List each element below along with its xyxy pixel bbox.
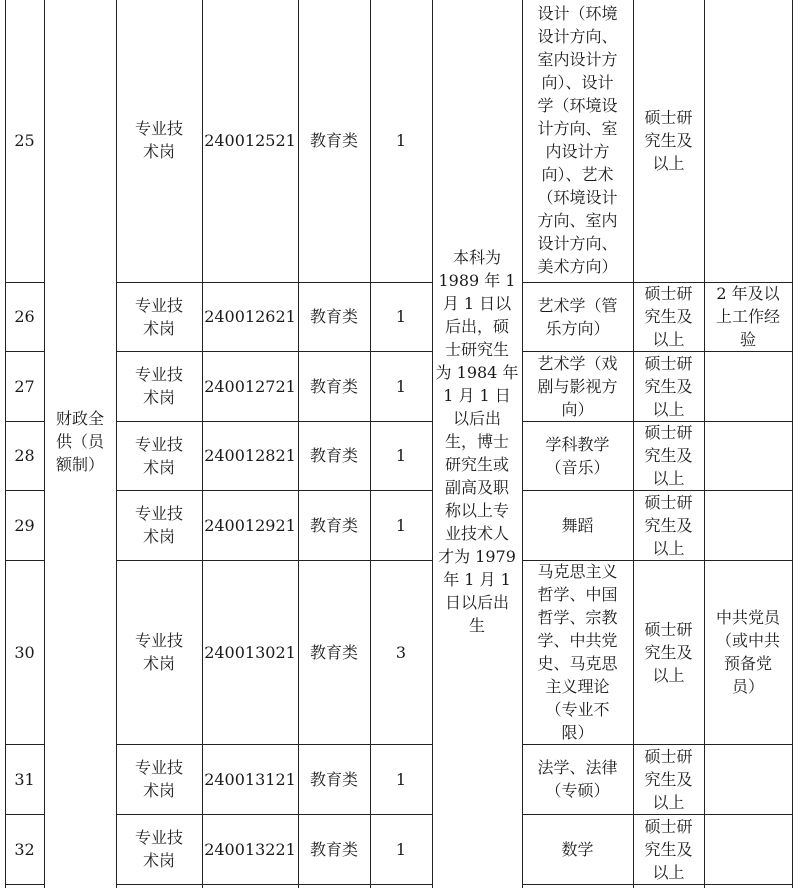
grid-horizontal-line [5, 490, 44, 491]
post-type-cell: 专业技 术岗 [134, 828, 183, 870]
grid-vertical-line [116, 0, 117, 888]
category-cell: 教育类 [309, 130, 358, 150]
grid-vertical-line [432, 0, 433, 888]
grid-horizontal-line [5, 282, 44, 283]
major-requirement-cell: 法学、法律 （专硕） [537, 758, 618, 800]
major-requirement-cell: 学科教学 （音乐） [545, 434, 610, 477]
post-code-cell: 240012721 [204, 376, 296, 396]
post-code-cell: 240012821 [204, 446, 296, 465]
hire-count-cell: 3 [395, 642, 407, 662]
row-number-cell: 32 [14, 839, 35, 859]
grid-horizontal-line [522, 490, 792, 491]
grid-horizontal-line [522, 351, 792, 352]
category-cell: 教育类 [309, 446, 358, 465]
category-cell: 教育类 [309, 307, 358, 326]
education-requirement-cell: 硕士研 究生及 以上 [644, 423, 693, 488]
grid-horizontal-line [5, 814, 44, 815]
grid-horizontal-line [116, 421, 432, 422]
post-type-cell: 专业技 术岗 [134, 295, 183, 338]
other-requirement-cell [704, 490, 792, 560]
age-requirement-cell: 本科为 1989 年 1 月 1 日以 后出，硕 士研究生 为 1984 年 1 月 1 日 以后出 生，博士 研究生或 副高及职 称以上专 业技术人 才为 1979 年 1 月 1 日以后出 生 [435, 247, 519, 635]
hire-count-cell: 1 [395, 446, 407, 465]
post-code-cell: 240013021 [204, 642, 296, 662]
hire-count-cell: 1 [395, 839, 407, 859]
grid-horizontal-line [5, 351, 44, 352]
education-requirement-cell: 硕士研 究生及 以上 [644, 107, 693, 173]
grid-vertical-line [704, 0, 705, 888]
grid-vertical-line [370, 0, 371, 888]
row-number-cell: 30 [14, 642, 35, 662]
grid-horizontal-line [116, 282, 432, 283]
major-requirement-cell: 数学 [561, 839, 594, 859]
other-requirement-cell: 2 年及以 上工作经 验 [715, 284, 780, 349]
grid-horizontal-line [522, 560, 792, 561]
grid-horizontal-line [522, 744, 792, 745]
grid-vertical-line [633, 0, 634, 888]
major-requirement-cell: 设计（环境 设计方向、 室内设计方 向）、设计 学（环境设 计方向、室 内设计方 向）、艺术 （环境设计 方向、室内 设计方向、 美术方向） [537, 4, 618, 276]
grid-vertical-line [522, 0, 523, 888]
post-type-cell: 专业技 术岗 [134, 365, 183, 407]
other-requirement-cell [704, 814, 792, 884]
other-requirement-cell [704, 351, 792, 421]
grid-horizontal-line [5, 421, 44, 422]
grid-horizontal-line [116, 884, 432, 885]
other-requirement-cell [704, 744, 792, 814]
row-number-cell: 31 [14, 769, 35, 789]
post-type-cell: 专业技 术岗 [134, 119, 183, 161]
education-requirement-cell: 硕士研 究生及 以上 [644, 746, 693, 812]
hire-count-cell: 1 [395, 515, 407, 535]
education-requirement-cell: 硕士研 究生及 以上 [644, 492, 693, 558]
category-cell: 教育类 [309, 839, 358, 859]
education-requirement-cell: 硕士研 究生及 以上 [644, 353, 693, 419]
post-code-cell: 240013221 [204, 839, 296, 859]
education-requirement-cell: 硕士研 究生及 以上 [644, 284, 693, 349]
post-code-cell: 240012921 [204, 515, 296, 535]
grid-vertical-line [792, 0, 793, 888]
other-requirement-cell: 中共党员 （或中共 预备党 员） [715, 608, 780, 696]
major-requirement-cell: 艺术学（戏 剧与影视方 向） [537, 353, 618, 419]
grid-horizontal-line [5, 884, 44, 885]
grid-vertical-line [44, 0, 45, 888]
grid-horizontal-line [5, 744, 44, 745]
category-cell: 教育类 [309, 376, 358, 396]
grid-horizontal-line [522, 282, 792, 283]
grid-horizontal-line [522, 421, 792, 422]
grid-vertical-line [202, 0, 203, 888]
row-number-cell: 27 [14, 376, 35, 396]
post-type-cell: 专业技 术岗 [134, 504, 183, 546]
post-type-cell: 专业技 术岗 [134, 758, 183, 800]
major-requirement-cell: 舞蹈 [561, 515, 594, 535]
row-number-cell: 26 [14, 307, 35, 326]
post-code-cell: 240013121 [204, 769, 296, 789]
category-cell: 教育类 [309, 769, 358, 789]
grid-horizontal-line [116, 560, 432, 561]
post-code-cell: 240012521 [204, 130, 296, 150]
grid-horizontal-line [116, 744, 432, 745]
hire-count-cell: 1 [395, 769, 407, 789]
hire-count-cell: 1 [395, 307, 407, 326]
post-type-cell: 专业技 术岗 [134, 434, 183, 477]
grid-horizontal-line [5, 560, 44, 561]
grid-horizontal-line [522, 814, 792, 815]
category-cell: 教育类 [309, 642, 358, 662]
major-requirement-cell: 艺术学（管 乐方向） [537, 295, 618, 338]
grid-horizontal-line [116, 351, 432, 352]
row-number-cell: 28 [14, 446, 35, 465]
hire-count-cell: 1 [395, 130, 407, 150]
grid-horizontal-line [116, 490, 432, 491]
education-requirement-cell: 硕士研 究生及 以上 [644, 816, 693, 882]
grid-vertical-line [298, 0, 299, 888]
major-requirement-cell: 马克思主义 哲学、中国 哲学、宗教 学、中共党 史、马克思 主义理论 （专业不 限） [537, 562, 618, 742]
hire-count-cell: 1 [395, 376, 407, 396]
post-type-cell: 专业技 术岗 [134, 631, 183, 673]
funding-type-cell: 财政全 供（员 额制） [55, 408, 104, 474]
education-requirement-cell: 硕士研 究生及 以上 [644, 619, 693, 685]
grid-horizontal-line [522, 884, 792, 885]
other-requirement-cell [704, 421, 792, 490]
row-number-cell: 25 [14, 130, 35, 150]
post-code-cell: 240012621 [204, 307, 296, 326]
grid-horizontal-line [116, 814, 432, 815]
other-requirement-cell [704, 0, 792, 282]
category-cell: 教育类 [309, 515, 358, 535]
grid-vertical-line [5, 0, 6, 888]
row-number-cell: 29 [14, 515, 35, 535]
